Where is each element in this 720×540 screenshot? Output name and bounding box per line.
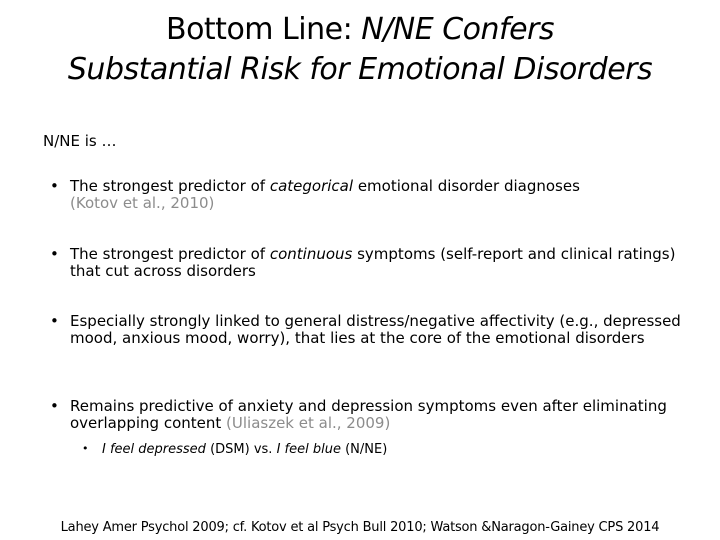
bullet-marker: • — [50, 397, 59, 415]
title-line-1 — [0, 10, 720, 50]
title-plain: Bottom Line: — [165, 12, 362, 47]
slide-title — [0, 10, 720, 90]
title-line-2: Substantial Risk for Emotional Disorders — [67, 52, 653, 87]
sub-bullet-emphasis: I feel depressed — [102, 442, 206, 457]
bullet-text — [70, 178, 690, 212]
bullet-marker: • — [50, 177, 59, 195]
footer-references: Lahey Amer Psychol 2009; cf. Kotov et al Psych Bull 2010; Watson &Naragon-Gainey CPS 2014 — [60, 520, 660, 535]
bullet-emphasis: categorical — [269, 177, 354, 195]
sub-bullet-marker: • — [82, 442, 89, 455]
bullet-marker: • — [50, 245, 59, 263]
sub-bullet-text-part: (DSM) vs. — [205, 442, 277, 457]
intro-text: N/NE is … — [43, 132, 117, 150]
bullet-text-part: symptoms (self-report and clinical ratings) that cut across disorders — [70, 245, 676, 280]
bullet-text-part: Remains predictive of anxiety and depression symptoms even after eliminating overlapping content — [70, 397, 667, 432]
bullet-emphasis: continuous — [269, 245, 353, 263]
sub-bullet-text-part: (N/NE) — [340, 442, 388, 457]
bullet-marker: • — [50, 312, 59, 330]
bullet-text: Especially strongly linked to general distress/negative affectivity (e.g., depressed mood, anxious mood, worry), that lies at the core of the emotional disorders — [70, 312, 681, 347]
citation: (Kotov et al., 2010) — [70, 194, 215, 212]
bullet-text-part: The strongest predictor of — [70, 177, 270, 195]
title-italic-1: N/NE Confers — [361, 12, 555, 47]
bullet-text-part: The strongest predictor of — [70, 245, 270, 263]
bullet-text-part: emotional disorder diagnoses — [353, 177, 580, 195]
sub-bullet-text — [102, 442, 387, 458]
citation: (Uliaszek et al., 2009) — [226, 414, 391, 432]
bullet-text — [70, 246, 690, 280]
sub-bullet-emphasis: I feel blue — [276, 442, 341, 457]
bullet-text — [70, 398, 690, 432]
